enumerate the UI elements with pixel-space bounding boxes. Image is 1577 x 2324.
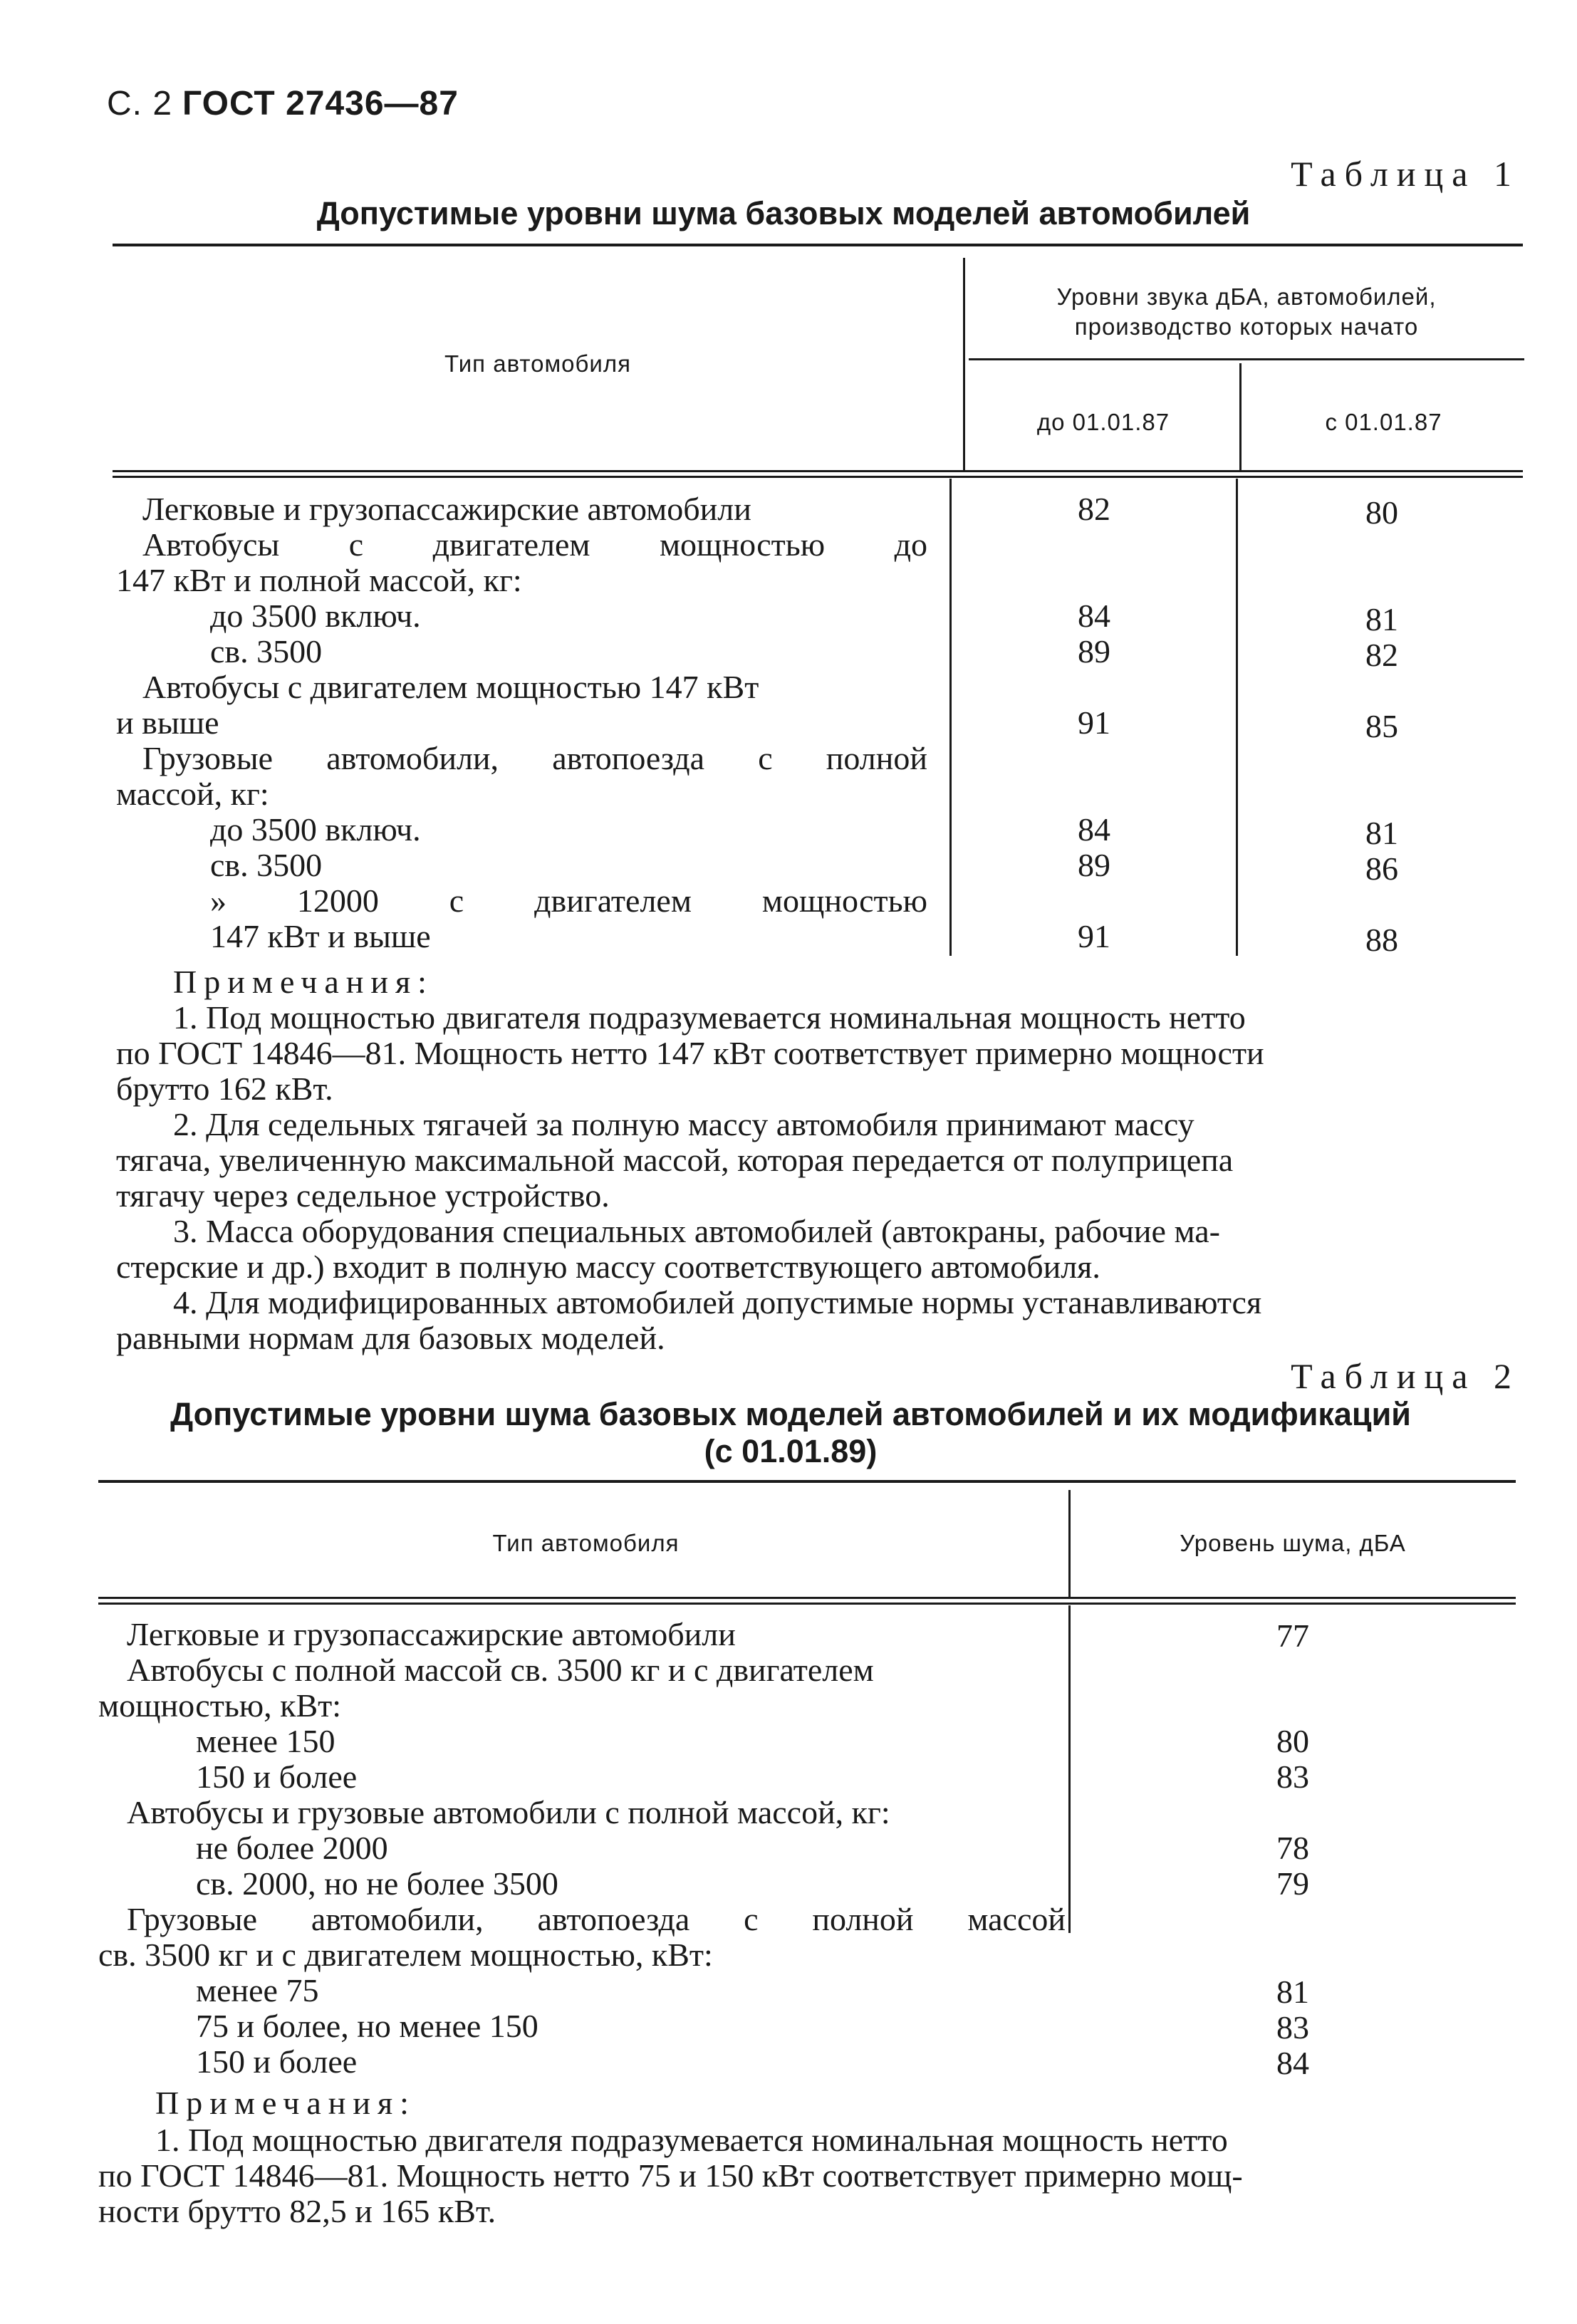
table1-top-rule	[113, 244, 1523, 246]
table-cell: 80	[1276, 1723, 1309, 1759]
table-row: Автобусы с полной массой св. 3500 кг и с двигателем	[127, 1652, 874, 1688]
note-line: 2. Для седельных тягачей за полную массу автомобиля принимают массу	[173, 1106, 1195, 1142]
standard-number: ГОСТ 27436—87	[182, 85, 459, 123]
table2-notes-heading: Примечания:	[155, 2085, 416, 2121]
table2-body-divider	[1068, 1605, 1071, 1933]
table-cell: 81	[1365, 815, 1398, 851]
note-line: 1. Под мощностью двигателя подразумевается номинальная мощность нетто	[155, 2122, 1228, 2158]
table2-label: Таблица 2	[1291, 1356, 1520, 1396]
table-row: до 3500 включ.	[210, 598, 421, 634]
table2-title-1: Допустимые уровни шума базовых моделей автомобилей и их модификаций	[170, 1396, 1411, 1432]
table-row: менее 75	[196, 1972, 319, 2008]
table-row: не более 2000	[196, 1830, 388, 1866]
table-row: и выше	[116, 704, 219, 741]
table2-col-type: Тип автомобиля	[492, 1530, 680, 1556]
table1-subheader-rule	[969, 358, 1524, 360]
table-cell: 81	[1365, 601, 1398, 637]
table-row: св. 3500	[210, 633, 323, 669]
table-cell: 79	[1276, 1865, 1309, 1902]
table-row: » 12000 с двигателем мощностью	[210, 882, 927, 919]
table1-label: Таблица 1	[1291, 154, 1520, 194]
table2-title-2: (с 01.01.89)	[704, 1433, 878, 1469]
table1-notes-heading: Примечания:	[173, 964, 434, 1000]
table-row: 150 и более	[196, 1758, 358, 1795]
table1-col-after: с 01.01.87	[1325, 409, 1442, 435]
table-cell: 80	[1365, 494, 1398, 531]
table-row: Грузовые автомобили, автопоезда с полной массой	[127, 1901, 1066, 1937]
note-line: тягачу через седельное устройство.	[116, 1177, 610, 1214]
table1-subheader-divider	[1239, 363, 1242, 471]
table-row: Автобусы с двигателем мощностью 147 кВт	[142, 669, 759, 705]
table-row: мощностью, кВт:	[98, 1687, 342, 1724]
table-cell: 84	[1078, 811, 1110, 848]
note-line: 3. Масса оборудования специальных автомобилей (автокраны, рабочие ма-	[173, 1213, 1220, 1249]
table-cell: 86	[1365, 850, 1398, 887]
table-row: Легковые и грузопассажирские автомобили	[142, 491, 751, 527]
table-cell: 83	[1276, 2009, 1309, 2046]
note-line: по ГОСТ 14846—81. Мощность нетто 147 кВт соответствует примерно мощности	[116, 1035, 1264, 1071]
table-row: менее 150	[196, 1723, 335, 1759]
note-line: 4. Для модифицированных автомобилей допустимые нормы устанавливаются	[173, 1284, 1262, 1320]
table-cell: 91	[1078, 918, 1110, 954]
table-cell: 81	[1276, 1974, 1309, 2010]
table-row: до 3500 включ.	[210, 811, 421, 848]
note-line: тягача, увеличенную максимальной массой, которая передается от полуприцепа	[116, 1142, 1234, 1178]
table-row: св. 3500	[210, 847, 323, 883]
note-line: ности брутто 82,5 и 165 кВт.	[98, 2193, 496, 2229]
table1-body-divider-1	[949, 479, 952, 956]
table-row: 147 кВт и выше	[210, 918, 431, 954]
table-cell: 89	[1078, 633, 1110, 669]
table1-col-group-1: Уровни звука дБА, автомобилей,	[1056, 283, 1437, 310]
table-cell: 78	[1276, 1830, 1309, 1866]
page-number: С. 2	[107, 85, 173, 123]
table-row: Автобусы и грузовые автомобили с полной массой, кг:	[127, 1794, 890, 1830]
table1-body-divider-2	[1236, 479, 1238, 956]
note-line: стерские и др.) входит в полную массу соответствующего автомобиля.	[116, 1249, 1100, 1285]
table-row: 150 и более	[196, 2043, 358, 2080]
table2-top-rule	[98, 1480, 1516, 1483]
table1-col-before: до 01.01.87	[1036, 409, 1170, 435]
table-cell: 88	[1365, 922, 1398, 958]
table-row: Грузовые автомобили, автопоезда с полной	[142, 740, 927, 776]
note-line: по ГОСТ 14846—81. Мощность нетто 75 и 150 кВт соответствует примерно мощ-	[98, 2157, 1243, 2194]
table2-header-rule-a	[98, 1597, 1516, 1599]
table-row: св. 2000, но не более 3500	[196, 1865, 558, 1902]
table-row: Легковые и грузопассажирские автомобили	[127, 1616, 736, 1652]
table1-header-rule-a	[113, 470, 1523, 472]
table1-title: Допустимые уровни шума базовых моделей автомобилей	[316, 195, 1251, 231]
table-cell: 82	[1078, 491, 1110, 527]
table-row: 147 кВт и полной массой, кг:	[116, 562, 522, 598]
table2-col-level: Уровень шума, дБА	[1180, 1530, 1406, 1556]
table2-header-rule-b	[98, 1603, 1516, 1605]
table-cell: 84	[1078, 598, 1110, 634]
note-line: равными нормам для базовых моделей.	[116, 1320, 665, 1356]
table1-header-rule-b	[113, 476, 1523, 478]
page-header	[107, 84, 459, 123]
table-row: 75 и более, но менее 150	[196, 2008, 538, 2044]
table-row: массой, кг:	[116, 776, 269, 812]
table-cell: 77	[1276, 1617, 1309, 1654]
table2-header-divider	[1068, 1490, 1071, 1598]
table1-header-divider	[963, 258, 965, 471]
table-cell: 89	[1078, 847, 1110, 883]
note-line: 1. Под мощностью двигателя подразумевается номинальная мощность нетто	[173, 999, 1246, 1036]
table1-col-group-2: производство которых начато	[1074, 313, 1419, 340]
table-row: св. 3500 кг и с двигателем мощностью, кВт:	[98, 1937, 713, 1973]
table-cell: 83	[1276, 1758, 1309, 1795]
table-cell: 82	[1365, 637, 1398, 673]
table-cell: 85	[1365, 708, 1398, 744]
table1-col-type: Тип автомобиля	[444, 350, 631, 377]
note-line: брутто 162 кВт.	[116, 1070, 333, 1107]
table-cell: 84	[1276, 2045, 1309, 2081]
table-row: Автобусы с двигателем мощностью до	[142, 526, 927, 563]
table-cell: 91	[1078, 704, 1110, 741]
